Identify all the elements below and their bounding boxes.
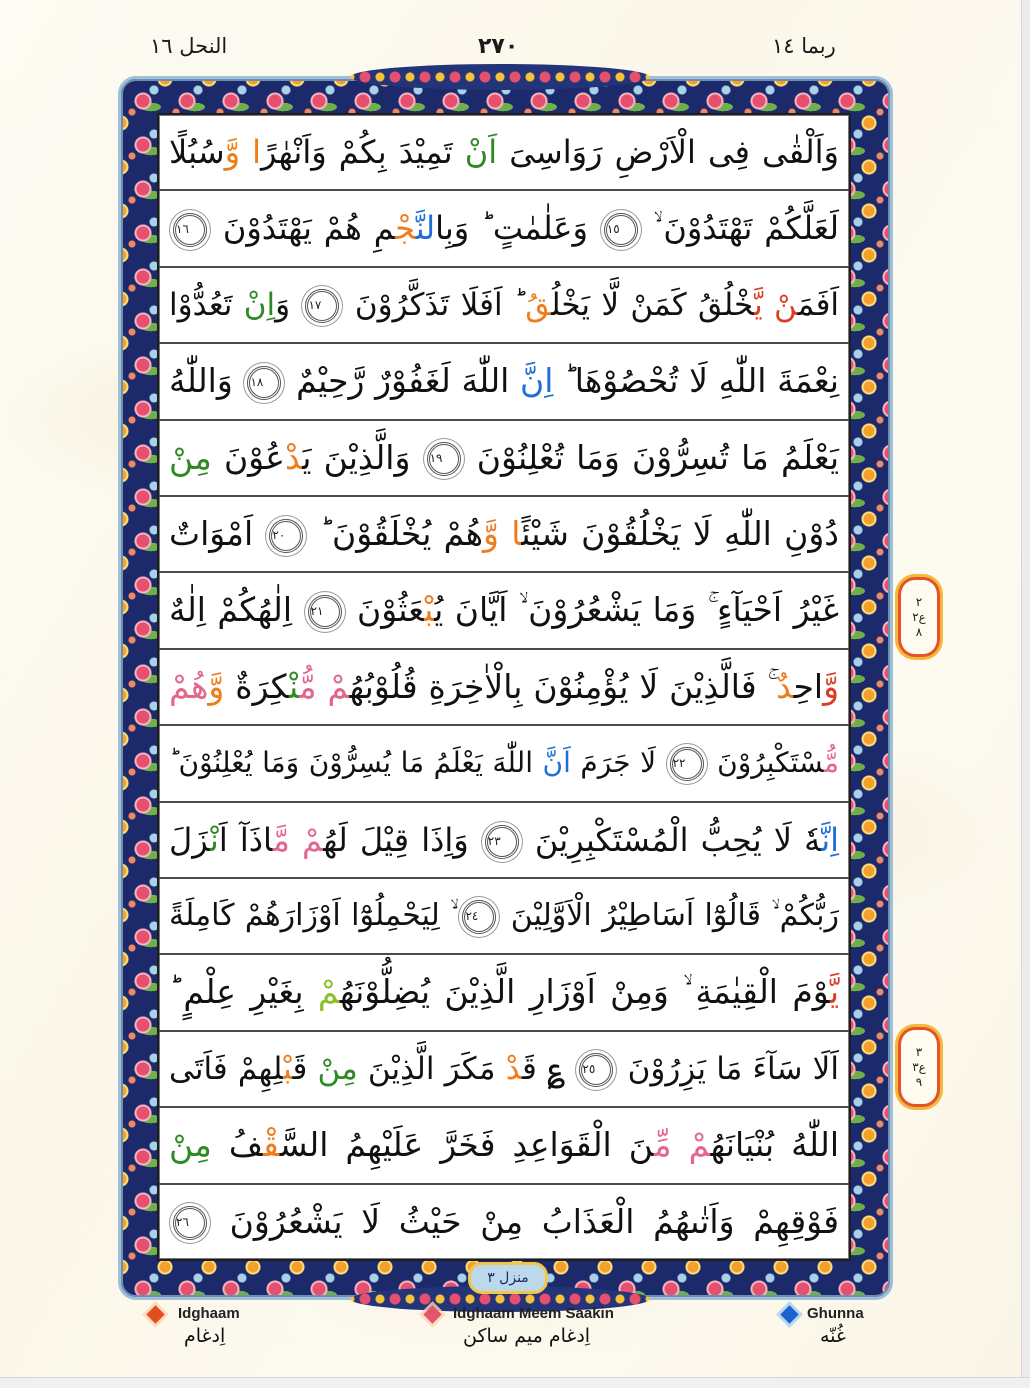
tajweed-highlight-pink: مُّ bbox=[824, 746, 840, 780]
tajweed-highlight-red: وَّ bbox=[823, 666, 840, 706]
page-edge bbox=[1021, 0, 1030, 1387]
tajweed-highlight-orange: بْ bbox=[424, 590, 435, 630]
arabic-text: كِرَةٌ bbox=[224, 666, 289, 706]
arabic-text: اَمْوَاتٌ bbox=[169, 514, 266, 554]
text-line-13 bbox=[159, 1032, 849, 1108]
tajweed-highlight-blue: اِنَّ bbox=[821, 820, 840, 859]
ruku-top-number: ٢ bbox=[915, 594, 923, 609]
arabic-text: رَبُّكُمْ ۙ قَالُوْٓا اَسَاطِيْرُ الْاَوَّلِيْنَ bbox=[500, 898, 840, 934]
legend-arabic: اِدغام میم ساکن bbox=[463, 1325, 591, 1347]
frame-crest-ornament bbox=[350, 64, 650, 90]
verse-number-marker: ١٨ bbox=[247, 366, 281, 400]
text-line-2 bbox=[159, 191, 849, 267]
arabic-text: دُوْنِ اللّٰهِ لَا يَخْلُقُوْنَ شَيْئً bbox=[521, 514, 839, 554]
verse-number-marker: ١٧ bbox=[305, 289, 339, 323]
arabic-text: قَ bbox=[292, 1050, 318, 1087]
tajweed-highlight-pink: مْ مُّ bbox=[298, 666, 350, 706]
tajweed-highlight-lightgreen: مْ bbox=[317, 972, 340, 1012]
ruku-top-number: ٣ bbox=[915, 1044, 923, 1059]
ruku-marker-1 bbox=[898, 577, 940, 657]
text-line-9 bbox=[159, 726, 849, 802]
verse-number-marker: ٢٣ bbox=[485, 825, 519, 859]
tajweed-highlight-red: يَّ bbox=[829, 972, 839, 1012]
arabic-text: يَعْلَمُ مَا تُسِرُّوْنَ وَمَا تُعْلِنُوْنَ bbox=[464, 437, 840, 477]
tajweed-highlight-blue: اِنَّ bbox=[519, 361, 554, 401]
text-line-14 bbox=[159, 1108, 849, 1184]
arabic-text: وَ bbox=[275, 286, 302, 323]
arabic-text: اِلٰهُكُمْ اِلٰهٌ bbox=[169, 590, 304, 630]
para-name-header: ربما ١٤ bbox=[772, 34, 836, 58]
text-line-6 bbox=[159, 497, 849, 573]
arabic-text: وَعَلٰمٰتٍ ؕ وَبِا bbox=[435, 209, 600, 248]
arabic-text: زَلَ bbox=[169, 820, 210, 859]
ayah-lines bbox=[157, 113, 851, 1261]
legend-label: Idghaam Meem Saakin bbox=[453, 1305, 614, 1322]
tajweed-highlight-blue: لنَّ bbox=[415, 209, 436, 248]
arabic-text: احِ bbox=[793, 666, 824, 706]
verse-number-marker: ١٦ bbox=[173, 213, 207, 247]
ruku-marker-2 bbox=[898, 1027, 940, 1107]
tajweed-highlight-orange: دْ bbox=[505, 1050, 522, 1087]
verse-number-marker: ٢٥ bbox=[579, 1053, 613, 1087]
arabic-text: اَفَمَ bbox=[797, 286, 839, 323]
arabic-text: ؕ اَفَلَا تَذَكَّرُوْنَ bbox=[343, 286, 526, 323]
tajweed-highlight-green: اَنْ bbox=[464, 133, 498, 171]
arabic-text: سْتَكْبِرُوْنَ bbox=[707, 746, 825, 780]
text-line-8 bbox=[159, 650, 849, 726]
tajweed-highlight-orange: دْ bbox=[284, 437, 303, 477]
arabic-text: اذَآ اَ bbox=[218, 820, 273, 859]
arabic-text: تَعُدُّوْا bbox=[169, 286, 244, 323]
tajweed-highlight-orange: ا وَّ bbox=[483, 514, 522, 554]
tajweed-highlight-green: مِنْ bbox=[169, 1125, 212, 1165]
arabic-text: ۚ فَالَّذِيْنَ لَا يُؤْمِنُوْنَ بِالْاٰخِرَةِ قُلُوْبُهُ bbox=[349, 666, 777, 706]
tajweed-highlight-orange: دٌ bbox=[776, 666, 794, 706]
arabic-text: عُوْنَ bbox=[211, 437, 285, 477]
tajweed-highlight-red: نْ يَّ bbox=[754, 286, 798, 323]
text-line-11 bbox=[159, 879, 849, 955]
arabic-text: لِهِمْ فَاَتَى bbox=[169, 1050, 284, 1087]
ruku-bottom-number: ٨ bbox=[915, 624, 923, 639]
arabic-text: فَوْقِهِمْ وَاَتٰىهُمُ الْعَذَابُ مِنْ حَيْثُ لَا يَشْعُرُوْنَ bbox=[211, 1201, 839, 1241]
verse-number-marker: ٢١ bbox=[308, 595, 342, 629]
tajweed-highlight-blue: اَنَّ bbox=[542, 746, 571, 780]
arabic-text: مَكَرَ الَّذِيْنَ bbox=[357, 1050, 506, 1087]
arabic-text: اللّٰهُ بُنْيَانَهُ bbox=[710, 1125, 839, 1165]
arabic-text: اللّٰهَ لَغَفُوْرٌ رَّحِيْمٌ bbox=[285, 361, 520, 401]
verse-number-marker: ٢٠ bbox=[269, 519, 303, 553]
text-line-5 bbox=[159, 421, 849, 497]
arabic-text: غَيْرُ اَحْيَآءٍ ۚ وَمَا يَشْعُرُوْنَ ۙ اَيَّانَ يُ bbox=[434, 590, 840, 630]
arabic-text: بِغَيْرِ عِلْمٍ ؕ bbox=[169, 972, 318, 1012]
tajweed-highlight-green: نْ bbox=[288, 666, 299, 706]
text-line-10 bbox=[159, 803, 849, 879]
arabic-text: وَالَّذِيْنَ يَ bbox=[302, 437, 423, 477]
arabic-text: سُبُلًا bbox=[169, 133, 225, 171]
arabic-text: لَعَلَّكُمْ تَهْتَدُوْنَ ۙ bbox=[641, 209, 839, 248]
verse-number-marker: ١٩ bbox=[427, 442, 461, 476]
tajweed-highlight-pink: مْ مِّ bbox=[653, 1125, 711, 1165]
text-line-4 bbox=[159, 344, 849, 420]
ruku-bottom-number: ٩ bbox=[915, 1074, 923, 1089]
arabic-text: وَاللّٰهُ bbox=[169, 361, 244, 401]
surah-name-header: النحل ١٦ bbox=[150, 34, 228, 58]
diamond-icon bbox=[780, 1305, 798, 1323]
arabic-text: تَمِيْدَ بِكُمْ وَاَنْهٰرً bbox=[261, 133, 465, 171]
arabic-text: وَاِذَا قِيْلَ لَهُ bbox=[323, 820, 481, 859]
verse-number-marker: ٢٤ bbox=[462, 900, 496, 934]
tajweed-highlight-orange: قْ bbox=[263, 1125, 280, 1165]
tajweed-highlight-orange: ا وَّ bbox=[224, 133, 262, 171]
legend-arabic: غُنّه bbox=[820, 1325, 846, 1347]
verse-number-marker: ٢٢ bbox=[670, 747, 704, 781]
tajweed-highlight-green: مِنْ bbox=[317, 1050, 358, 1087]
tajweed-highlight-orange: وَّ bbox=[208, 666, 225, 706]
verse-number-marker: ٢٦ bbox=[173, 1206, 207, 1240]
arabic-text: وَاَلْقٰى فِى الْاَرْضِ رَوَاسِىَ bbox=[497, 133, 840, 171]
tajweed-highlight-pink: مْ مَّ bbox=[272, 820, 324, 859]
legend-label: Idghaam bbox=[178, 1305, 240, 1322]
legend-arabic: اِدغام bbox=[184, 1325, 226, 1347]
arabic-text: وْمَ الْقِيٰمَةِ ۙ وَمِنْ اَوْزَارِ الَّذِيْنَ يُضِلُّوْنَهُ bbox=[339, 972, 830, 1012]
text-line-12 bbox=[159, 955, 849, 1031]
verse-number-marker: ١٥ bbox=[604, 213, 638, 247]
page-number: ٢٧٠ bbox=[478, 34, 519, 59]
arabic-text: مِ هُمْ يَهْتَدُوْنَ bbox=[211, 209, 396, 248]
arabic-text: فُ bbox=[211, 1125, 264, 1165]
page-edge bbox=[0, 1377, 1030, 1388]
arabic-text: ؏ قَ bbox=[522, 1050, 576, 1087]
manzil-marker: منزل ٣ bbox=[468, 1262, 548, 1294]
tajweed-highlight-green: نْ bbox=[209, 820, 219, 859]
text-line-15 bbox=[159, 1185, 849, 1259]
arabic-text: اللّٰهَ يَعْلَمُ مَا يُسِرُّوْنَ وَمَا يُعْلِنُوْنَ ؕ bbox=[169, 746, 543, 780]
legend-label: Ghunna bbox=[807, 1305, 864, 1322]
ruku-sign: ع٣ bbox=[912, 1059, 926, 1074]
tajweed-highlight-orange: بْ bbox=[283, 1050, 293, 1087]
tajweed-highlight-green: مِنْ bbox=[169, 437, 212, 477]
diamond-icon bbox=[146, 1305, 164, 1323]
tajweed-highlight-orange: جْ bbox=[395, 209, 416, 248]
arabic-text: اَلَا سَآءَ مَا يَزِرُوْنَ bbox=[617, 1050, 839, 1087]
arabic-text: ۙ لِيَحْمِلُوْٓا اَوْزَارَهُمْ كَامِلَةً bbox=[169, 898, 459, 934]
text-line-3 bbox=[159, 268, 849, 344]
tajweed-highlight-orange: قُ bbox=[525, 286, 552, 323]
arabic-text: عَثُوْنَ bbox=[345, 590, 425, 630]
arabic-text: نِعْمَةَ اللّٰهِ لَا تُحْصُوْهَا ؕ bbox=[553, 361, 839, 401]
arabic-text: نَ الْقَوَاعِدِ فَخَرَّ عَلَيْهِمُ السَّ bbox=[279, 1125, 654, 1165]
text-line-1 bbox=[159, 115, 849, 191]
arabic-text: لَا جَرَمَ bbox=[570, 746, 666, 780]
tajweed-highlight-green: اِنْ bbox=[243, 286, 276, 323]
tajweed-highlight-pink: هُمْ bbox=[169, 666, 209, 706]
ruku-sign: ع٢ bbox=[912, 609, 926, 624]
arabic-text: خْلُقُ كَمَنْ لَّا يَخْلُ bbox=[551, 286, 755, 323]
text-line-7 bbox=[159, 573, 849, 649]
arabic-text: هٗ لَا يُحِبُّ الْمُسْتَكْبِرِيْنَ bbox=[522, 820, 822, 859]
arabic-text: هُمْ يُخْلَقُوْنَ ؕ bbox=[307, 514, 484, 554]
